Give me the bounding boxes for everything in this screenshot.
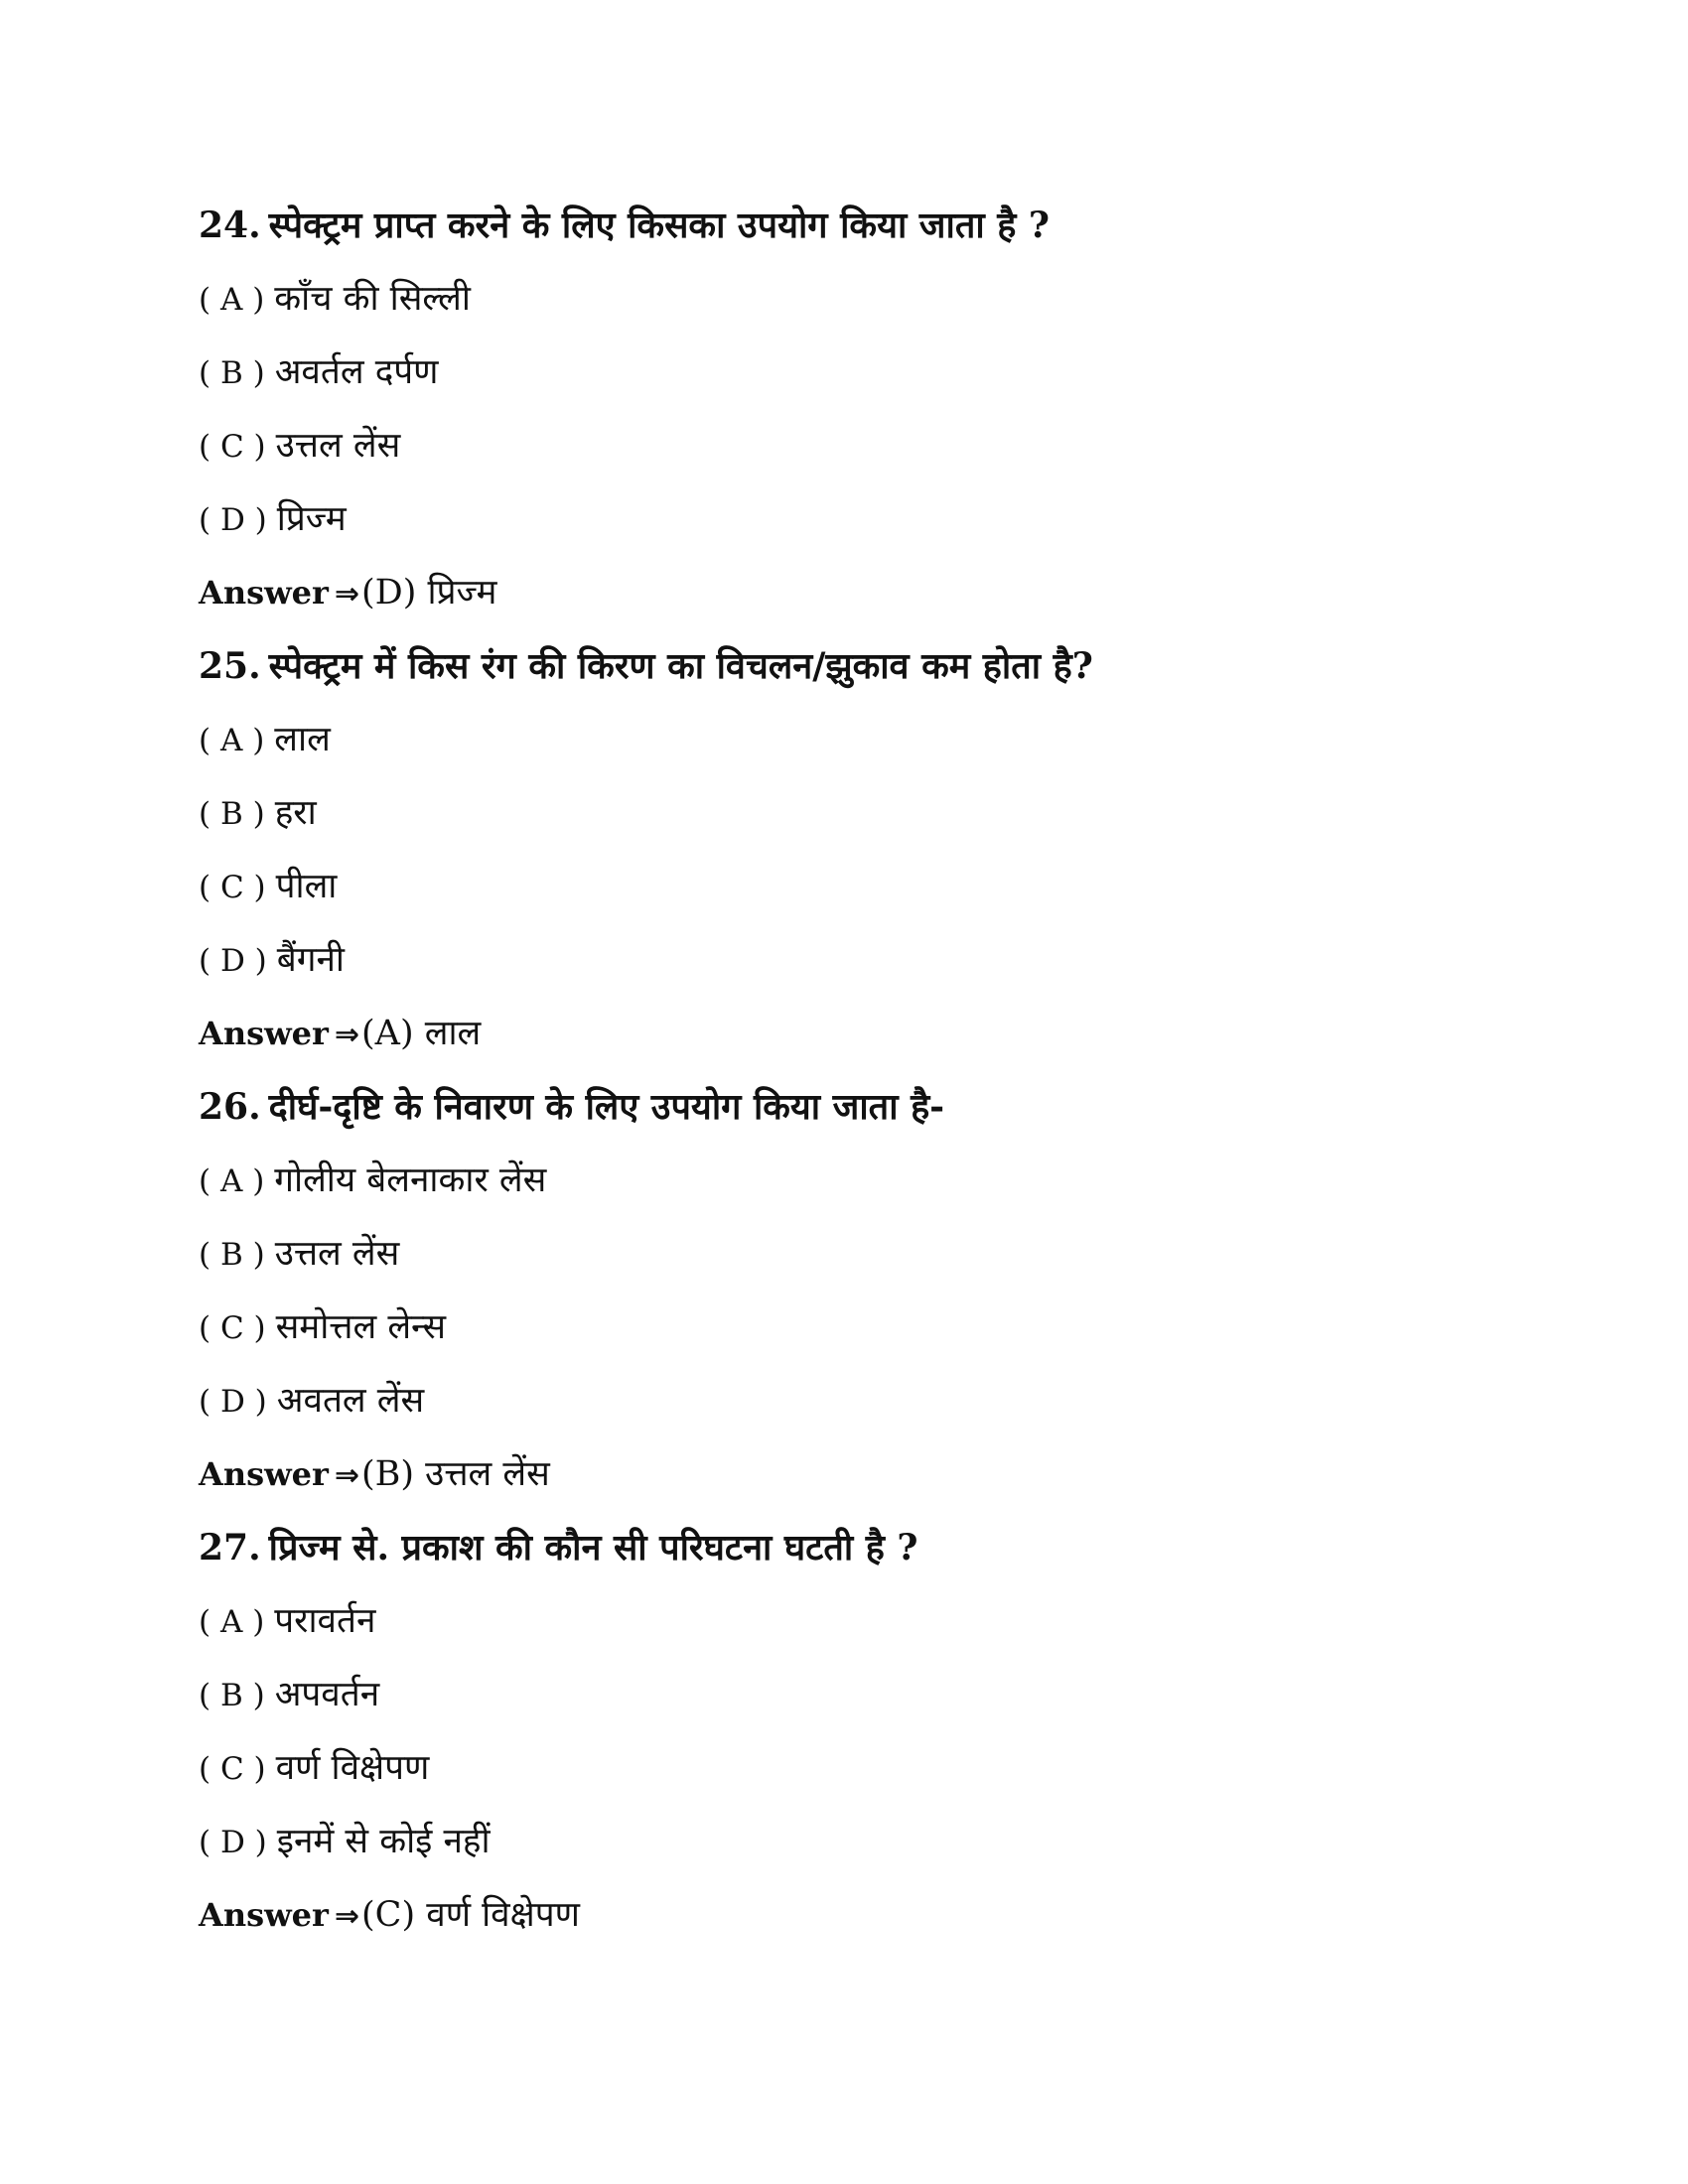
option-c	[199, 1291, 1509, 1364]
option-letter: ( D )	[199, 1825, 267, 1860]
answer-value: (B) उत्तल लेंस	[361, 1454, 550, 1494]
option-text: बैंगनी	[276, 940, 345, 980]
answer-line	[199, 997, 1509, 1070]
option-b	[199, 336, 1509, 409]
option-letter: ( C )	[199, 429, 266, 465]
answer-label: Answer	[199, 574, 329, 612]
option-d	[199, 1364, 1509, 1437]
option-text: पीला	[275, 867, 338, 906]
option-letter: ( D )	[199, 1384, 267, 1420]
option-text: हरा	[274, 793, 317, 833]
question-heading	[199, 1511, 1509, 1584]
question-heading	[199, 1070, 1509, 1144]
option-text: अपवर्तन	[274, 1675, 380, 1714]
option-text: परावर्तन	[274, 1601, 376, 1641]
question-number: 25.	[199, 645, 261, 687]
question-text: प्रिज्म से. प्रकाश की कौन सी परिघटना घटती है ?	[268, 1527, 918, 1569]
answer-line	[199, 1878, 1509, 1952]
question-heading	[199, 629, 1509, 703]
question-text: दीर्घ-दृष्टि के निवारण के लिए उपयोग किया जाता है-	[268, 1086, 945, 1128]
option-b	[199, 1217, 1509, 1291]
option-letter: ( D )	[199, 502, 267, 538]
arrow-icon: ⇒	[334, 1458, 360, 1493]
option-letter: ( A )	[199, 723, 265, 758]
answer-value: (C) वर्ण विक्षेपण	[361, 1895, 580, 1935]
arrow-icon: ⇒	[334, 1899, 360, 1934]
answer-line	[199, 1437, 1509, 1511]
option-c	[199, 850, 1509, 923]
option-text: लाल	[274, 720, 331, 759]
option-text: उत्तल लेंस	[275, 426, 401, 466]
option-text: वर्ण विक्षेपण	[275, 1748, 430, 1788]
option-d	[199, 923, 1509, 997]
question-27	[199, 1511, 1509, 1952]
option-a	[199, 703, 1509, 776]
option-text: उत्तल लेंस	[274, 1234, 400, 1274]
option-letter: ( B )	[199, 355, 265, 391]
option-text: गोलीय बेलनाकार लेंस	[274, 1160, 547, 1200]
option-c	[199, 409, 1509, 482]
option-text: अवर्तल दर्पण	[274, 352, 439, 392]
answer-label: Answer	[199, 1455, 329, 1493]
arrow-icon: ⇒	[334, 577, 360, 612]
question-25	[199, 629, 1509, 1070]
option-letter: ( B )	[199, 1678, 265, 1713]
question-26	[199, 1070, 1509, 1511]
answer-line	[199, 556, 1509, 629]
option-letter: ( C )	[199, 1751, 266, 1787]
question-heading	[199, 189, 1509, 262]
question-number: 24.	[199, 205, 261, 246]
option-text: इनमें से कोई नहीं	[276, 1822, 491, 1861]
option-text: अवतल लेंस	[276, 1381, 425, 1421]
option-letter: ( D )	[199, 943, 267, 979]
option-letter: ( A )	[199, 282, 265, 318]
option-letter: ( A )	[199, 1163, 265, 1199]
option-text: प्रिज्म	[276, 499, 347, 539]
option-letter: ( B )	[199, 796, 265, 832]
option-b	[199, 1658, 1509, 1731]
answer-label: Answer	[199, 1015, 329, 1052]
answer-label: Answer	[199, 1896, 329, 1934]
answer-value: (D) प्रिज्म	[361, 573, 497, 613]
arrow-icon: ⇒	[334, 1018, 360, 1052]
answer-value: (A) लाल	[361, 1014, 482, 1053]
question-sheet	[199, 189, 1509, 1952]
question-number: 27.	[199, 1527, 261, 1569]
question-text: स्पेक्ट्रम में किस रंग की किरण का विचलन/झुकाव कम होता है?	[268, 645, 1093, 687]
option-text: समोत्तल लेन्स	[275, 1307, 446, 1347]
option-letter: ( B )	[199, 1237, 265, 1273]
question-number: 26.	[199, 1086, 261, 1128]
option-letter: ( C )	[199, 870, 266, 905]
option-letter: ( A )	[199, 1604, 265, 1640]
option-a	[199, 1144, 1509, 1217]
question-24	[199, 189, 1509, 629]
question-text: स्पेक्ट्रम प्राप्त करने के लिए किसका उपयोग किया जाता है ?	[268, 205, 1050, 246]
option-letter: ( C )	[199, 1310, 266, 1346]
option-d	[199, 482, 1509, 556]
option-b	[199, 776, 1509, 850]
option-text: काँच की सिल्ली	[274, 279, 471, 319]
option-d	[199, 1805, 1509, 1878]
option-a	[199, 262, 1509, 336]
option-a	[199, 1584, 1509, 1658]
option-c	[199, 1731, 1509, 1805]
